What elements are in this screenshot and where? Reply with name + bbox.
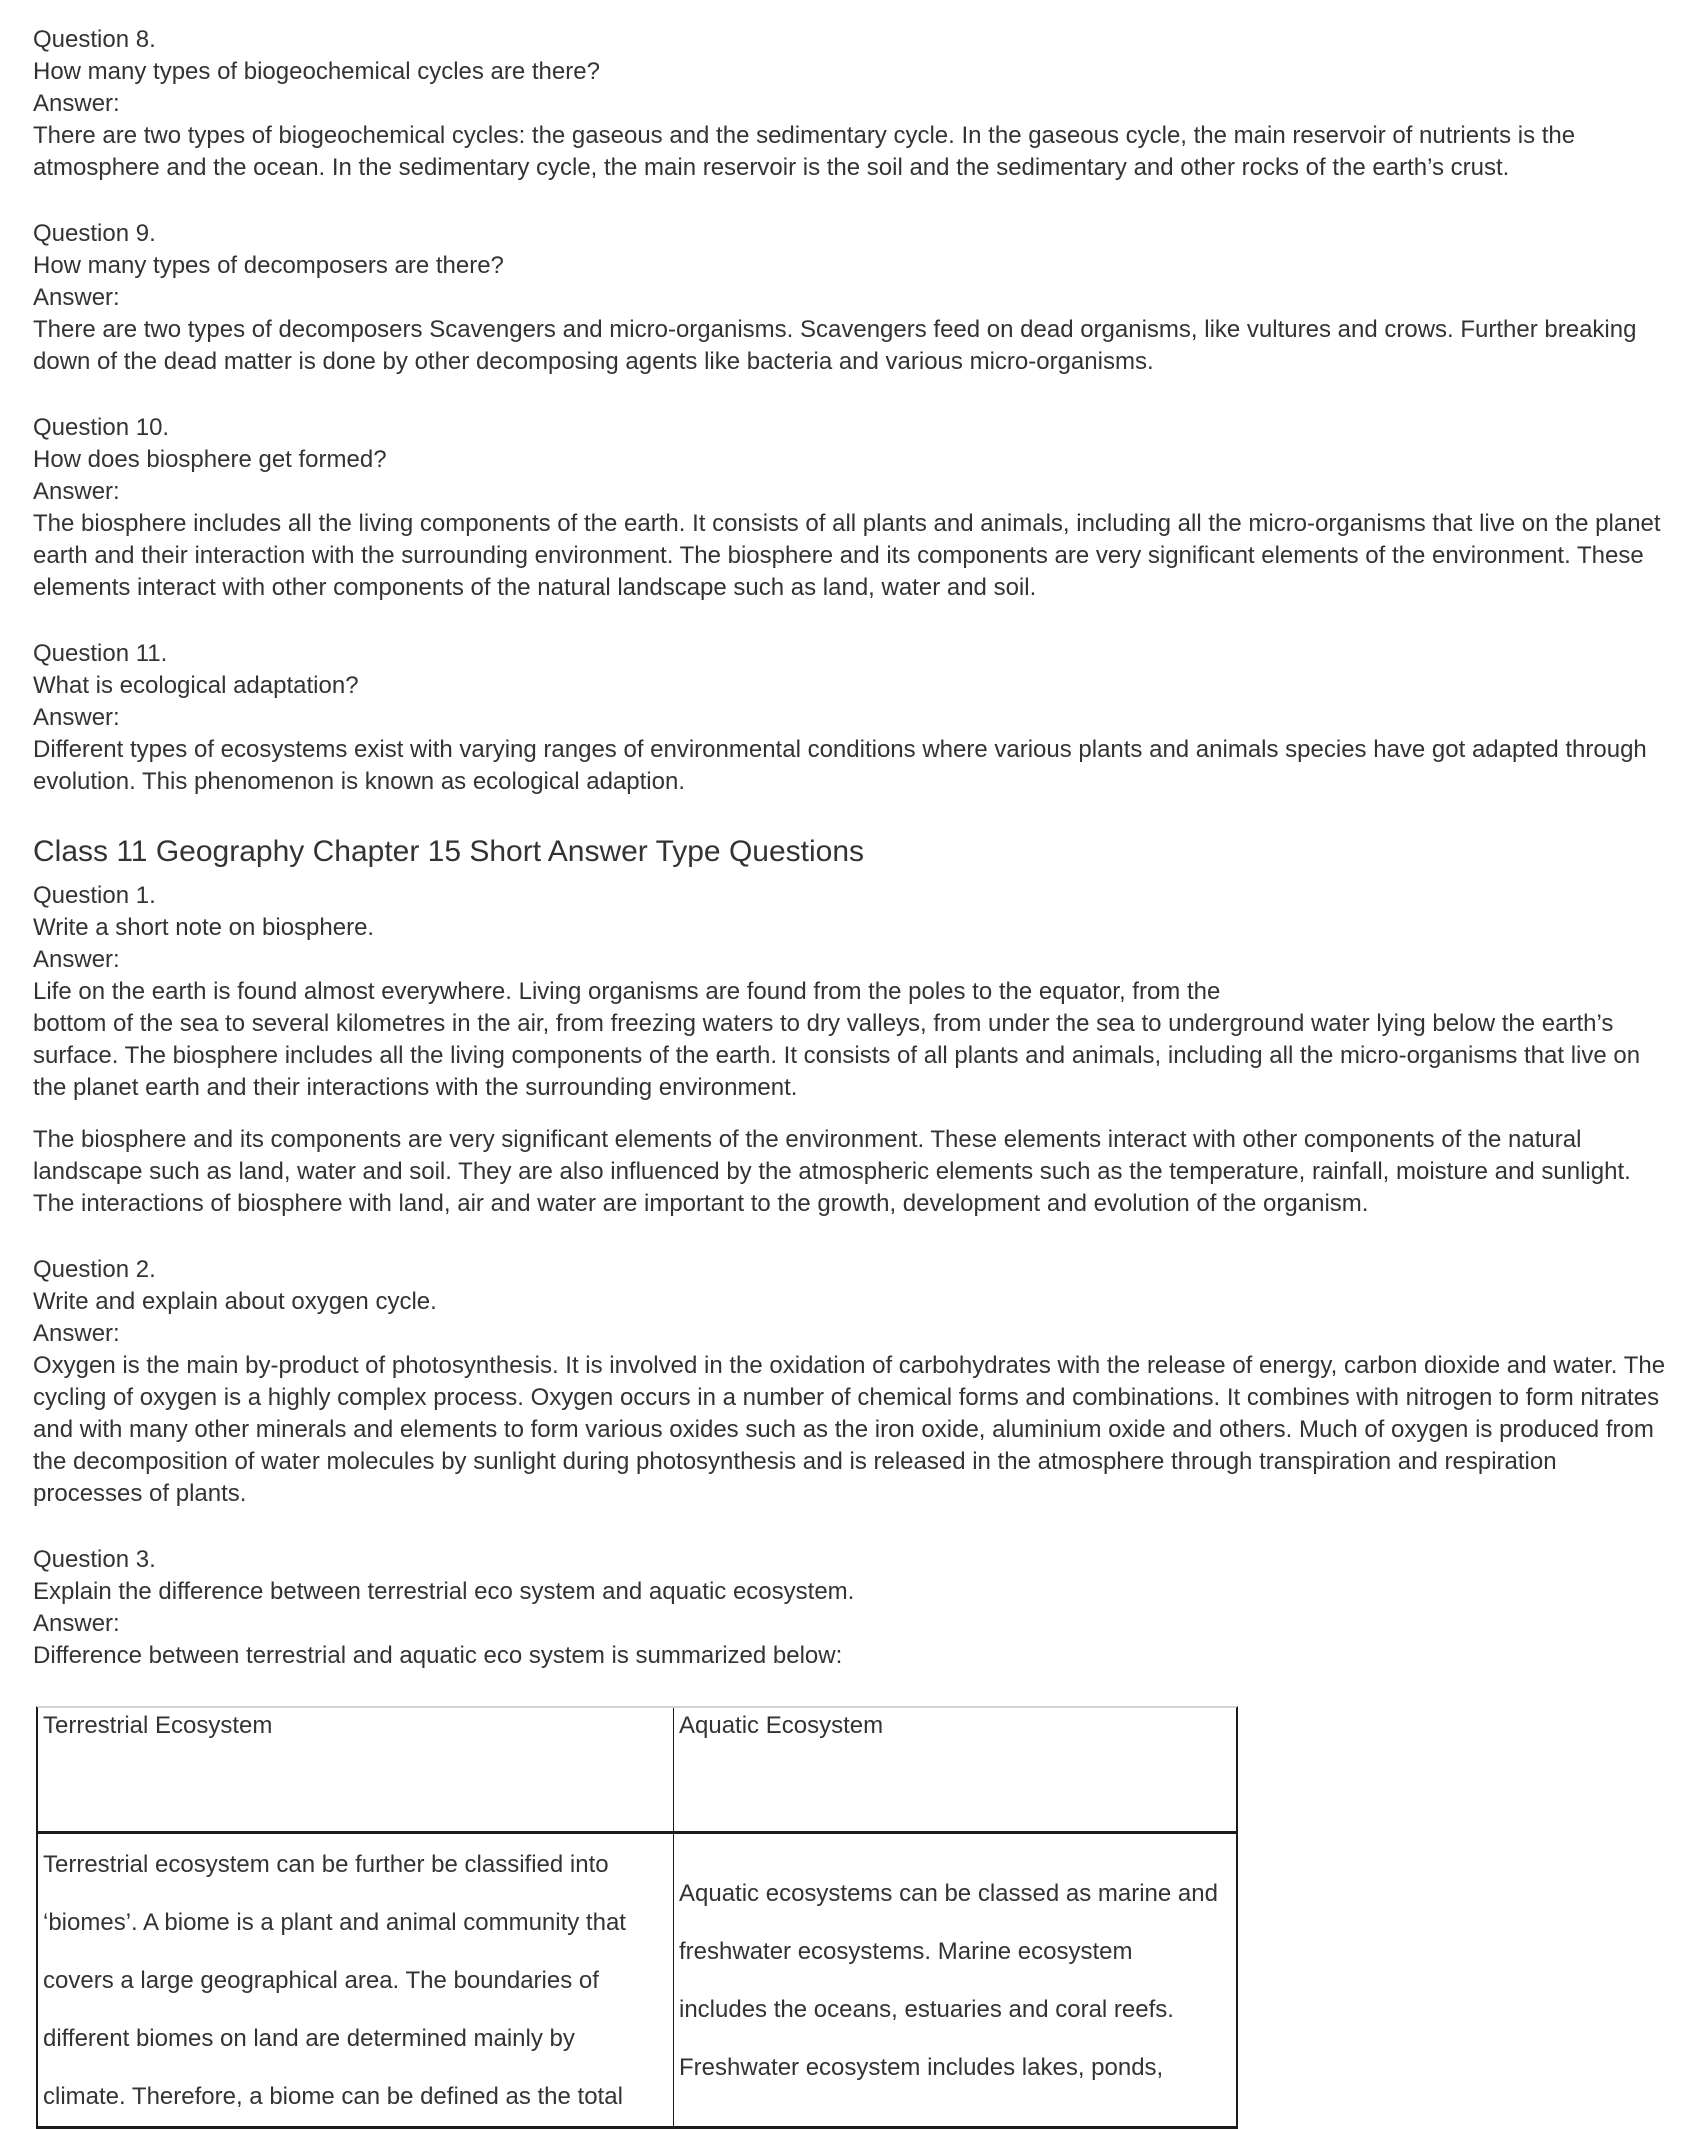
qa-block-question-9	[33, 218, 1670, 378]
qa-block-question-8	[33, 24, 1670, 184]
question-text: Write and explain about oxygen cycle.	[33, 1288, 437, 1315]
answer-paragraph: The biosphere and its components are very significant elements of the environment. These elements interact with other components of the natural landscape such as land, water and soil. They are also influenced by the atmospheric elements such as the temperature, rainfall, moisture and sunlight. The interactions of biosphere with land, air and water are important to the growth, development and evolution of the organism.	[33, 1126, 1631, 1217]
answer-label: Answer:	[33, 284, 120, 311]
qa-block-question-10	[33, 412, 1670, 604]
table-header-row	[38, 1708, 1236, 1834]
question-number: Question 11.	[33, 640, 168, 667]
table-cell-aquatic	[674, 1834, 1236, 2126]
question-number: Question 1.	[33, 882, 156, 909]
ecosystem-comparison-table	[36, 1706, 1238, 2129]
question-number: Question 3.	[33, 1546, 156, 1573]
question-text: How does biosphere get formed?	[33, 446, 387, 473]
answer-label: Answer:	[33, 704, 120, 731]
table-header-terrestrial: Terrestrial Ecosystem	[38, 1708, 674, 1834]
question-number: Question 10.	[33, 414, 170, 441]
answer-label: Answer:	[33, 1320, 120, 1347]
cell-line: covers a large geographical area. The boundaries of	[43, 1967, 599, 1994]
qa-block-question-11	[33, 638, 1670, 798]
cell-line: includes the oceans, estuaries and coral reefs.	[679, 1996, 1174, 2023]
cell-line: Freshwater ecosystem includes lakes, ponds,	[679, 2054, 1164, 2081]
question-text: Explain the difference between terrestrial eco system and aquatic ecosystem.	[33, 1578, 855, 1605]
answer-paragraph-line: Life on the earth is found almost everywhere. Living organisms are found from the poles to the equator, from the	[33, 978, 1221, 1005]
cell-line: freshwater ecosystems. Marine ecosystem	[679, 1938, 1133, 1965]
question-text: How many types of decomposers are there?	[33, 252, 504, 279]
question-text: What is ecological adaptation?	[33, 672, 359, 699]
answer-paragraph: Different types of ecosystems exist with varying ranges of environmental conditions where various plants and animals species have got adapted through evolution. This phenomenon is known as ecological adaption.	[33, 736, 1647, 795]
answer-paragraph: There are two types of decomposers Scavengers and micro-organisms. Scavengers feed on dead organisms, like vultures and crows. Further breaking down of the dead matter is done by other decomposing agents like bacteria and various micro-organisms.	[33, 316, 1637, 375]
answer-label: Answer:	[33, 90, 120, 117]
question-text: How many types of biogeochemical cycles are there?	[33, 58, 600, 85]
answer-paragraph	[33, 976, 1670, 1104]
answer-label: Answer:	[33, 478, 120, 505]
answer-label: Answer:	[33, 946, 120, 973]
question-number: Question 8.	[33, 26, 156, 53]
answer-paragraph: There are two types of biogeochemical cycles: the gaseous and the sedimentary cycle. In the gaseous cycle, the main reservoir of nutrients is the atmosphere and the ocean. In the sedimentary cycle, the main reservoir is the soil and the sedimentary and other rocks of the earth’s crust.	[33, 122, 1576, 181]
answer-paragraph: Oxygen is the main by-product of photosynthesis. It is involved in the oxidation of carbohydrates with the release of energy, carbon dioxide and water. The cycling of oxygen is a highly complex process. Oxygen occurs in a number of chemical forms and combinations. It combines with nitrogen to form nitrates and with many other minerals and elements to form various oxides such as the iron oxide, aluminium oxide and others. Much of oxygen is produced from the decomposition of water molecules by sunlight during photosynthesis and is released in the atmosphere through transpiration and respiration processes of plants.	[33, 1352, 1666, 1507]
cell-line: Aquatic ecosystems can be classed as marine and	[679, 1880, 1218, 1907]
table-row	[38, 1834, 1236, 2126]
cell-line: climate. Therefore, a biome can be defined as the total	[43, 2083, 623, 2110]
answer-paragraph: The biosphere includes all the living components of the earth. It consists of all plants and animals, including all the micro-organisms that live on the planet earth and their interaction with the surrounding environment. The biosphere and its components are very significant elements of the environment. These elements interact with other components of the natural landscape such as land, water and soil.	[33, 510, 1661, 601]
qa-block-question-2	[33, 1254, 1670, 1510]
table-header-aquatic: Aquatic Ecosystem	[674, 1708, 1236, 1834]
qa-block-question-1	[33, 880, 1670, 1220]
cell-line: different biomes on land are determined mainly by	[43, 2025, 575, 2052]
question-number: Question 2.	[33, 1256, 156, 1283]
table-cell-terrestrial	[38, 1834, 674, 2126]
cell-line: Terrestrial ecosystem can be further be classified into	[43, 1851, 609, 1878]
answer-label: Answer:	[33, 1610, 120, 1637]
qa-block-question-3	[33, 1544, 1670, 1672]
question-number: Question 9.	[33, 220, 156, 247]
answer-paragraph-line: bottom of the sea to several kilometres in the air, from freezing waters to dry valleys, from under the sea to underground water lying below the earth’s surface. The biosphere includes all the living components of the earth. It consists of all plants and animals, including all the micro-organisms that live on the planet earth and their interactions with the surrounding environment.	[33, 1010, 1641, 1101]
question-text: Write a short note on biosphere.	[33, 914, 375, 941]
cell-line: ‘biomes’. A biome is a plant and animal community that	[43, 1909, 626, 1936]
answer-paragraph: Difference between terrestrial and aquatic eco system is summarized below:	[33, 1642, 843, 1669]
section-heading: Class 11 Geography Chapter 15 Short Answer Type Questions	[33, 835, 865, 868]
